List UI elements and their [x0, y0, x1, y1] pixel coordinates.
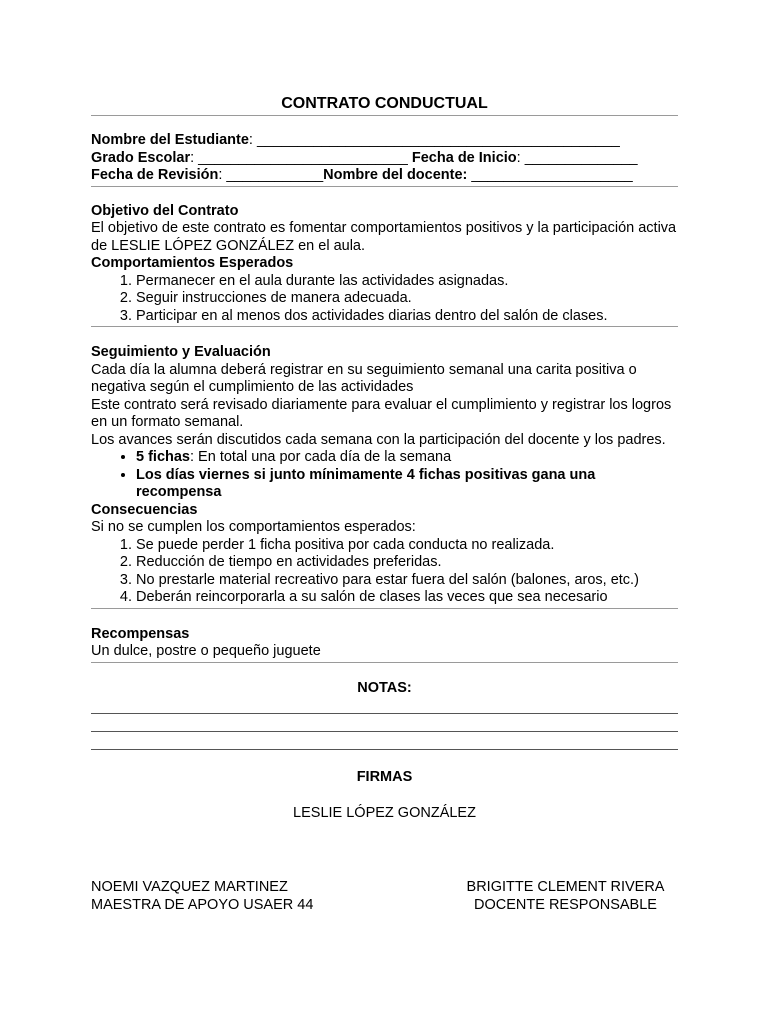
grade-label: Grado Escolar — [91, 149, 191, 166]
review-date-field: : ____________ — [218, 167, 324, 183]
tracking-heading: Seguimiento y Evaluación — [91, 344, 271, 360]
support-teacher-role: MAESTRA DE APOYO USAER 44 — [91, 896, 314, 913]
rewards-heading: Recompensas — [91, 625, 190, 642]
consequence-item: 2. Reducción de tiempo en actividades preferidas. — [136, 554, 678, 572]
tracking-bullets — [91, 449, 678, 502]
consequence-item: 4. Deberán reincorporarla a su salón de clases las veces que sea necesario — [136, 589, 678, 607]
student-signature: LESLIE LÓPEZ GONZÁLEZ — [293, 804, 476, 821]
signatures-section — [91, 769, 678, 822]
grade-field: : __________________________ — [190, 149, 408, 166]
document-content — [91, 94, 678, 822]
teacher-field: ____________________ — [471, 167, 633, 183]
signatures-heading: FIRMAS — [356, 769, 413, 785]
behaviors-list — [91, 273, 678, 326]
notes-line — [91, 733, 678, 750]
notes-heading: NOTAS: — [357, 679, 412, 696]
tracking-paragraph-3: Los avances serán discutidos cada semana con la participación del docente y los padres. — [91, 431, 666, 448]
notes-line — [91, 697, 678, 714]
grade-line — [91, 150, 678, 168]
objective-section — [91, 203, 678, 328]
notes-line — [91, 715, 678, 732]
objective-heading: Objetivo del Contrato — [91, 202, 239, 219]
tokens-description: : En total una por cada día de la semana — [190, 449, 452, 465]
title-section — [91, 94, 678, 116]
responsible-teacher-name: BRIGITTE CLEMENT RIVERA — [466, 879, 665, 895]
consequences-heading: Consecuencias — [91, 501, 198, 518]
tokens-count: 5 fichas — [136, 449, 190, 465]
rewards-section — [91, 626, 678, 663]
left-signature-block — [91, 879, 313, 914]
start-date-label: Fecha de Inicio — [411, 149, 517, 166]
consequences-list — [91, 537, 678, 607]
rewards-text: Un dulce, postre o pequeño juguete — [91, 643, 321, 659]
student-name-label: Nombre del Estudiante — [91, 132, 249, 148]
right-signature-block — [458, 879, 673, 914]
tracking-paragraph-1: Cada día la alumna deberá registrar en su seguimiento semanal una carita positiva o negativa según el cumplimiento de las actividades — [91, 361, 637, 395]
student-name-field: : _____________________________________________ — [248, 132, 620, 148]
review-line — [91, 167, 678, 185]
page-title: CONTRATO CONDUCTUAL — [281, 95, 488, 112]
student-name-line — [91, 132, 678, 150]
responsible-teacher-role: DOCENTE RESPONSABLE — [474, 896, 657, 913]
student-info-section — [91, 132, 678, 187]
start-date-field: : ______________ — [516, 149, 638, 166]
consequences-intro: Si no se cumplen los comportamientos esperados: — [91, 519, 416, 535]
consequence-item: 3. No prestarle material recreativo para estar fuera del salón (balones, aros, etc.) — [136, 572, 678, 590]
objective-text: El objetivo de este contrato es fomentar comportamientos positivos y la participación activa de LESLIE LÓPEZ GONZÁLEZ en el aula. — [91, 220, 677, 254]
notes-section — [91, 680, 678, 751]
bullet-item — [136, 449, 678, 467]
behaviors-heading: Comportamientos Esperados — [91, 255, 294, 271]
behavior-item: 2. Seguir instrucciones de manera adecuada. — [136, 290, 678, 308]
tracking-paragraph-2: Este contrato será revisado diariamente para evaluar el cumplimiento y registrar los logros en un formato semanal. — [91, 396, 672, 430]
consequence-item: 1. Se puede perder 1 ficha positiva por cada conducta no realizada. — [136, 537, 678, 555]
behavior-item: 3. Participar en al menos dos actividades diarias dentro del salón de clases. — [136, 308, 678, 326]
bullet-item: • Los días viernes si junto mínimamente 4 fichas positivas gana una recompensa — [136, 467, 678, 502]
teacher-label: Nombre del docente: — [323, 167, 472, 183]
review-date-label: Fecha de Revisión — [91, 167, 219, 183]
support-teacher-name: NOEMI VAZQUEZ MARTINEZ — [91, 879, 288, 895]
behavior-item: 1. Permanecer en el aula durante las actividades asignadas. — [136, 273, 678, 291]
tracking-section — [91, 344, 678, 609]
